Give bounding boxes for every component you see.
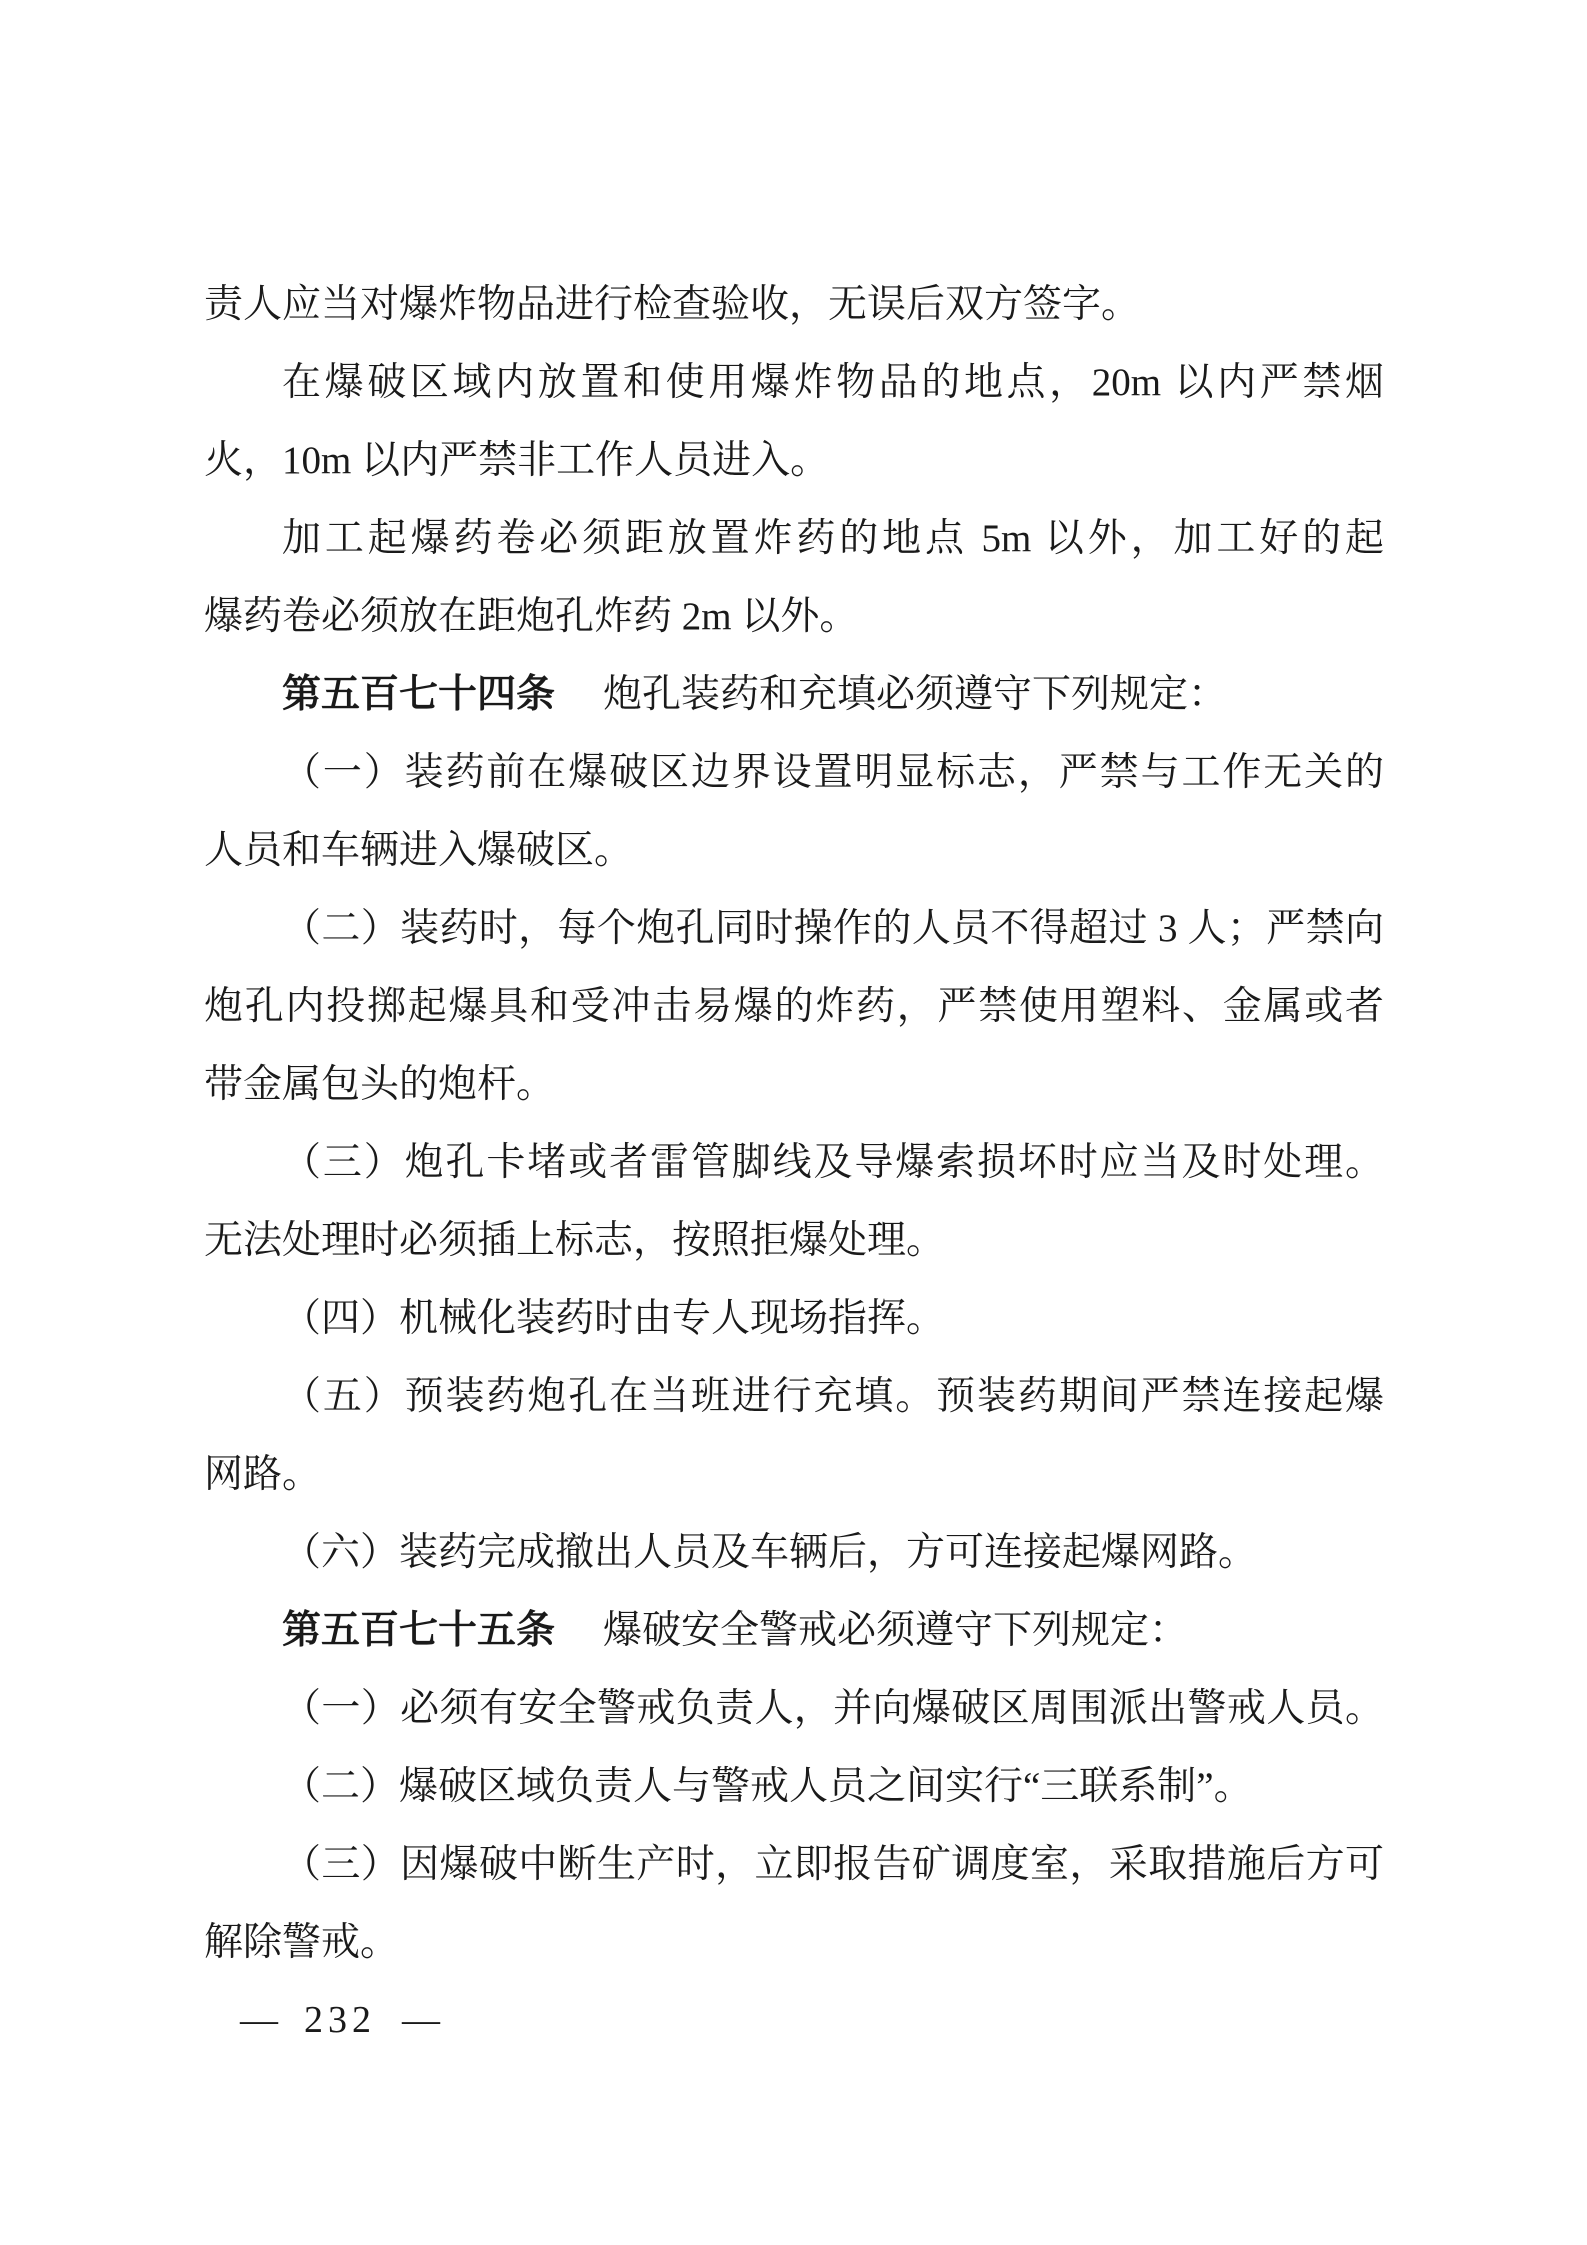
text-line-content: 网路。 [204, 1453, 322, 1496]
text-line-content: 带金属包头的炮杆。 [204, 1063, 556, 1106]
text-line-content: 解除警戒。 [204, 1921, 400, 1964]
text-line-content: （一）必须有安全警戒负责人，并向爆破区周围派出警戒人员。 [282, 1687, 1384, 1730]
text-line [204, 1046, 1384, 1124]
page-body-text [204, 266, 1384, 1982]
text-line-content: 火，10m 以内严禁非工作人员进入。 [204, 439, 830, 482]
text-line [204, 1748, 1384, 1826]
text-line-content: 人员和车辆进入爆破区。 [204, 829, 634, 872]
article-575-title: 爆破安全警戒必须遵守下列规定： [603, 1609, 1189, 1652]
text-line [204, 890, 1384, 968]
article-575-number: 第五百七十五条 [282, 1609, 556, 1652]
text-line-content: 炮孔内投掷起爆具和受冲击易爆的炸药，严禁使用塑料、金属或者 [204, 985, 1384, 1028]
text-line [204, 344, 1384, 422]
text-line [204, 1514, 1384, 1592]
text-line-content: （二）装药时，每个炮孔同时操作的人员不得超过 3 人；严禁向 [282, 907, 1384, 950]
footer-dash-right: — [402, 1999, 440, 2041]
text-line [204, 1904, 1384, 1982]
text-line [204, 500, 1384, 578]
text-line [204, 578, 1384, 656]
article-574-number: 第五百七十四条 [282, 673, 556, 716]
text-line [204, 812, 1384, 890]
text-line [204, 968, 1384, 1046]
text-line-content: （一）装药前在爆破区边界设置明显标志，严禁与工作无关的 [282, 751, 1384, 794]
text-line [204, 1202, 1384, 1280]
text-line-content: 责人应当对爆炸物品进行检查验收，无误后双方签字。 [204, 283, 1141, 326]
text-line-content: 在爆破区域内放置和使用爆炸物品的地点，20m 以内严禁烟 [282, 361, 1384, 404]
text-line [204, 734, 1384, 812]
text-line [204, 422, 1384, 500]
text-line [204, 1124, 1384, 1202]
text-line [204, 266, 1384, 344]
text-line-content: （三）炮孔卡堵或者雷管脚线及导爆索损坏时应当及时处理。 [282, 1141, 1384, 1184]
text-line [204, 1670, 1384, 1748]
article-574-title: 炮孔装药和充填必须遵守下列规定： [603, 673, 1228, 716]
article-574-heading [204, 656, 1384, 734]
text-line [204, 1280, 1384, 1358]
footer-dash-left: — [240, 1999, 278, 2041]
text-line-content: （四）机械化装药时由专人现场指挥。 [282, 1297, 946, 1340]
page-number: 232 [304, 1999, 376, 2041]
text-line [204, 1436, 1384, 1514]
text-line [204, 1826, 1384, 1904]
text-line [204, 1358, 1384, 1436]
page-footer [204, 1992, 1384, 2048]
text-line-content: 加工起爆药卷必须距放置炸药的地点 5m 以外，加工好的起 [282, 517, 1384, 560]
text-line-content: （五）预装药炮孔在当班进行充填。预装药期间严禁连接起爆 [282, 1375, 1384, 1418]
text-line-content: 爆药卷必须放在距炮孔炸药 2m 以外。 [204, 595, 859, 638]
text-line-content: （六）装药完成撤出人员及车辆后，方可连接起爆网路。 [282, 1531, 1258, 1574]
text-line-content: （三）因爆破中断生产时，立即报告矿调度室，采取措施后方可 [282, 1843, 1384, 1886]
text-line-content: 无法处理时必须插上标志，按照拒爆处理。 [204, 1219, 946, 1262]
article-575-heading [204, 1592, 1384, 1670]
text-line-content: （二）爆破区域负责人与警戒人员之间实行“三联系制”。 [282, 1765, 1253, 1808]
